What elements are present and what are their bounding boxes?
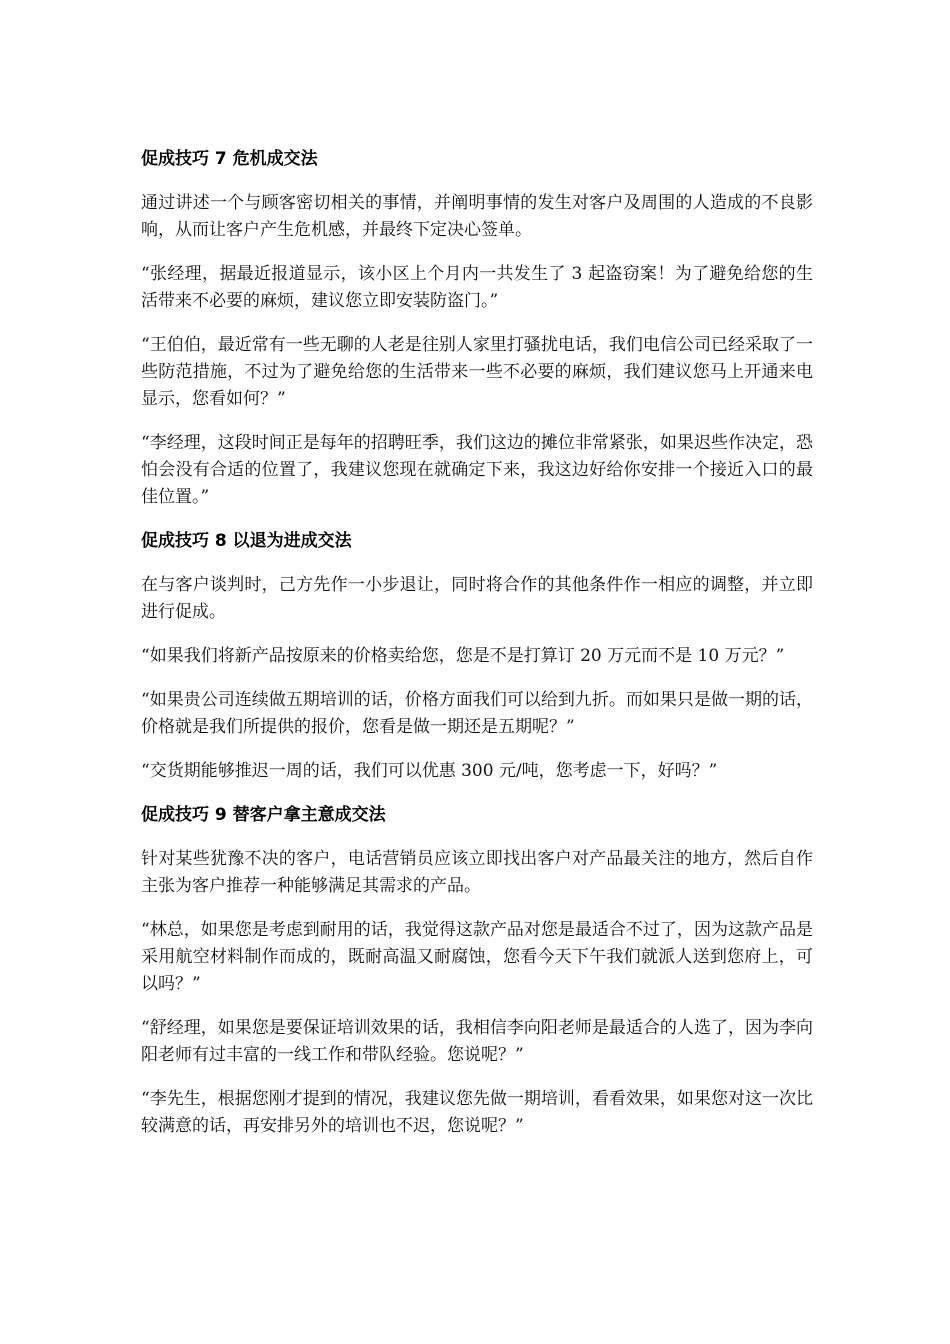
section-heading: 促成技巧 7 危机成交法: [141, 149, 318, 169]
paragraph: “如果我们将新产品按原来的价格卖给您，您是不是打算订 20 万元而不是 10 万元？”: [141, 646, 785, 666]
section-heading: 促成技巧 9 替客户拿主意成交法: [141, 805, 386, 825]
paragraph: 针对某些犹豫不决的客户，电话营销员应该立即找出客户对产品最关注的地方，然后自作主张为客户推荐一种能够满足其需求的产品。: [141, 849, 813, 896]
paragraph: “李先生，根据您刚才提到的情况，我建议您先做一期培训，看看效果，如果您对这一次比较满意的话，再安排另外的培训也不迟，您说呢？”: [141, 1089, 813, 1136]
section-technique-7: [141, 146, 813, 511]
document-body: [141, 146, 813, 1157]
section-technique-9: [141, 802, 813, 1140]
paragraph: “交货期能够推迟一周的话，我们可以优惠 300 元/吨，您考虑一下，好吗？”: [141, 761, 718, 781]
section-technique-8: [141, 528, 813, 785]
paragraph: “林总，如果您是考虑到耐用的话，我觉得这款产品对您是最适合不过了，因为这款产品是采用航空材料制作而成的，既耐高温又耐腐蚀，您看今天下午我们就派人送到您府上，可以吗？”: [141, 920, 813, 994]
paragraph: “李经理，这段时间正是每年的招聘旺季，我们这边的摊位非常紧张，如果迟些作决定，恐怕会没有合适的位置了，我建议您现在就确定下来，我这边好给你安排一个接近入口的最佳位置。”: [141, 433, 813, 507]
section-heading: 促成技巧 8 以退为进成交法: [141, 531, 352, 551]
paragraph: “如果贵公司连续做五期培训的话，价格方面我们可以给到九折。而如果只是做一期的话，价格就是我们所提供的报价，您看是做一期还是五期呢？”: [141, 690, 813, 737]
paragraph: “张经理，据最近报道显示，该小区上个月内一共发生了 3 起盗窃案！为了避免给您的生活带来不必要的麻烦，建议您立即安装防盗门。”: [141, 264, 813, 311]
paragraph: 通过讲述一个与顾客密切相关的事情，并阐明事情的发生对客户及周围的人造成的不良影响，从而让客户产生危机感，并最终下定决心签单。: [141, 193, 813, 240]
paragraph: “王伯伯，最近常有一些无聊的人老是往别人家里打骚扰电话，我们电信公司已经采取了一些防范措施，不过为了避免给您的生活带来一些不必要的麻烦，我们建议您马上开通来电显示，您看如何？”: [141, 335, 813, 409]
paragraph: “舒经理，如果您是要保证培训效果的话，我相信李向阳老师是最适合的人选了，因为李向阳老师有过丰富的一线工作和带队经验。您说呢？”: [141, 1018, 813, 1065]
paragraph: 在与客户谈判时，己方先作一小步退让，同时将合作的其他条件作一相应的调整，并立即进行促成。: [141, 575, 813, 622]
